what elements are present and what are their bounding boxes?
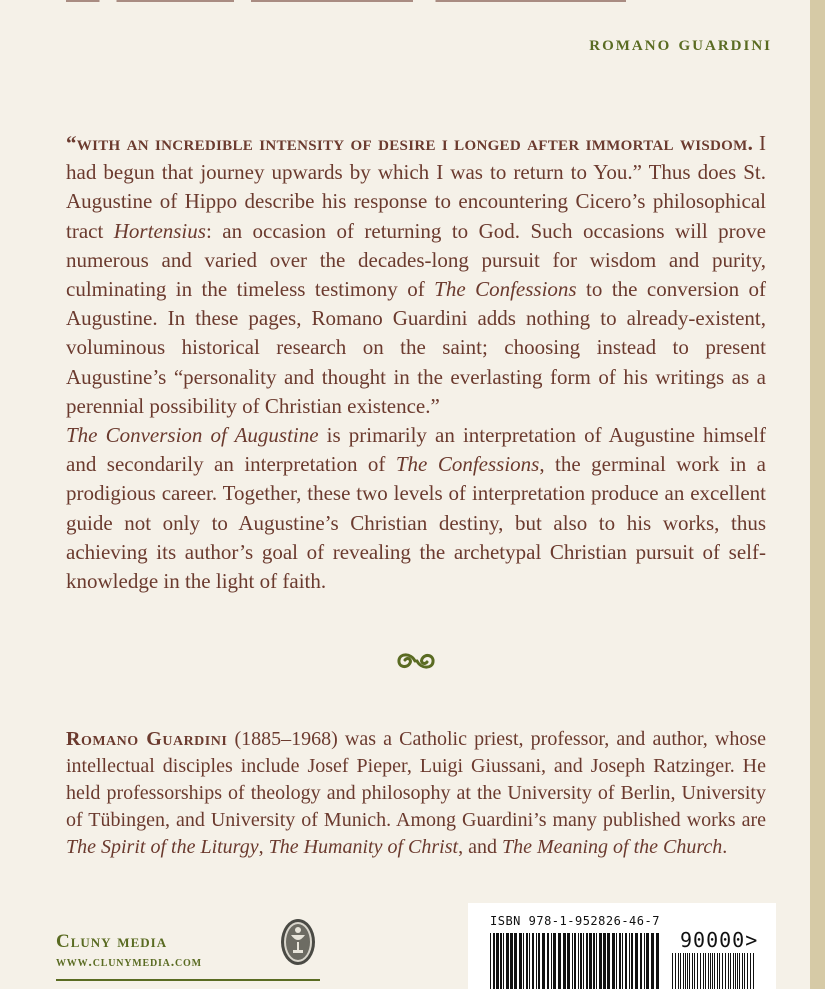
barcode-addon-bars	[672, 953, 758, 989]
barcode-bar	[744, 953, 745, 989]
barcode-bar	[689, 953, 690, 989]
barcode-bar	[580, 933, 582, 989]
opening-quote: “with an incredible intensity of desire i longed after immortal wisdom.	[66, 131, 754, 155]
description-paragraph-2: The Conversion of Augustine is primarily an interpretation of Augustine himself and secondarily an interpretation of The Confessions, the germinal work in a prodigious career. Together, these two levels of interpretation produce an excellent guide not only to Augustine’s Christian destiny, but also to his works, thus achieving its author’s goal of revealing the archetypal Christian pursuit of self-knowledge in the light of faith.	[66, 423, 767, 594]
barcode-bar	[536, 933, 537, 989]
barcode-bar	[678, 953, 679, 989]
price-code: 90000>	[680, 928, 759, 952]
barcode-bar	[547, 933, 549, 989]
barcode-bar	[683, 953, 684, 989]
barcode-bar	[553, 933, 556, 989]
barcode-bar	[750, 953, 751, 989]
barcode-bar	[514, 933, 517, 989]
work-title: The Spirit of the Liturgy	[66, 836, 259, 858]
barcode-bar	[680, 953, 681, 989]
publisher-name: Cluny media	[56, 931, 168, 952]
title-confessions: The Confessions	[434, 277, 577, 302]
barcode-bar	[599, 933, 602, 989]
barcode-bar	[747, 953, 748, 989]
barcode-bar	[644, 933, 645, 989]
author-bio: Romano Guardini (1885–1968) was a Catholic priest, professor, and author, whose intellectual disciples include Josef Pieper, Luigi Giussani, and Joseph Ratzinger. He held professorships of theology and philosophy at the University of Berlin, University of Tübingen, and University of Munich. Among Guardini’s many published works are The Spirit of the Liturgy, The Humanity of Christ, and The Meaning of the Church.	[66, 728, 766, 858]
barcode-bar	[490, 933, 491, 989]
barcode-bar	[737, 953, 738, 989]
barcode-bar	[656, 933, 659, 989]
author-heading: romano guardini	[589, 31, 772, 55]
work-title: The Meaning of the Church	[501, 836, 723, 858]
barcode-bar	[710, 953, 711, 989]
barcode-bar	[703, 953, 704, 989]
barcode-bar	[532, 933, 534, 989]
barcode-bar	[551, 933, 552, 989]
barcode-bar	[578, 933, 579, 989]
barcode-bar	[612, 933, 615, 989]
barcode-bar	[496, 933, 499, 989]
barcode-bar	[625, 933, 627, 989]
barcode-bar	[589, 933, 592, 989]
barcode-bar	[572, 933, 573, 989]
barcode-bar	[753, 953, 754, 989]
cropped-text-line	[66, 0, 766, 2]
title-hortensius: Hortensius	[113, 218, 206, 243]
barcode-bar	[705, 953, 706, 989]
barcode-bar	[708, 953, 709, 989]
ornament-icon	[395, 647, 437, 675]
barcode-bar	[692, 953, 693, 989]
barcode-bar	[558, 933, 561, 989]
barcode-bars	[490, 933, 662, 989]
barcode-bar	[687, 953, 688, 989]
barcode-bar	[574, 933, 576, 989]
barcode-bar	[493, 933, 495, 989]
barcode-bar	[500, 933, 502, 989]
barcode-bar	[694, 953, 695, 989]
bio-author-name: Romano Guardini	[66, 728, 228, 750]
barcode-bar	[622, 933, 623, 989]
barcode-bar	[742, 953, 743, 989]
barcode-bar	[675, 953, 676, 989]
barcode-bar	[616, 933, 617, 989]
barcode-bar	[526, 933, 528, 989]
barcode-bar	[593, 933, 595, 989]
barcode-bar	[672, 953, 673, 989]
publisher-logo-icon	[280, 918, 316, 966]
barcode-bar	[607, 933, 610, 989]
barcode-bar	[596, 933, 597, 989]
barcode-bar	[640, 933, 642, 989]
publisher-block	[56, 928, 320, 981]
title-confessions: The Confessions	[395, 452, 540, 477]
barcode-bar	[542, 933, 545, 989]
publisher-url: www.clunymedia.com	[56, 955, 202, 970]
barcode-bar	[685, 953, 686, 989]
work-title: The Humanity of Christ	[268, 836, 459, 858]
barcode-bar	[725, 953, 726, 989]
barcode-bar	[506, 933, 509, 989]
barcode-bar	[739, 953, 740, 989]
barcode-bar	[697, 953, 698, 989]
barcode-bar	[712, 953, 713, 989]
barcode-bar	[646, 933, 649, 989]
barcode-bar	[730, 953, 731, 989]
barcode-bar	[651, 933, 654, 989]
barcode-bar	[714, 953, 715, 989]
barcode-bar	[629, 933, 630, 989]
barcode-bar	[733, 953, 734, 989]
barcode-bar	[538, 933, 540, 989]
barcode-bar	[717, 953, 718, 989]
barcode-bar	[631, 933, 633, 989]
isbn-barcode	[468, 903, 776, 989]
barcode-bar	[603, 933, 606, 989]
barcode-bar	[563, 933, 566, 989]
description-paragraph-1: “with an incredible intensity of desire i longed after immortal wisdom. I had begun that journey upwards by which I was to return to You.” Thus does St. Augustine of Hippo describe his response to encountering Cicero’s philosophical tract Hortensius: an occasion of returning to God. Such occasions will prove numerous and varied over the decades-long pursuit for wisdom and purity, culminating in the timeless testimony of The Confessions to the conversion of Augustine. In these pages, Romano Guardini adds nothing to already-existent, voluminous historical research on the saint; choosing instead to present Augustine’s “personality and thought in the everlasting form of his writings as a perennial possibility of Christian existence.”	[66, 131, 767, 418]
barcode-bar	[510, 933, 513, 989]
barcode-bar	[583, 933, 584, 989]
barcode-bar	[529, 933, 530, 989]
barcode-bar	[586, 933, 588, 989]
barcode-bar	[635, 933, 638, 989]
barcode-bar	[523, 933, 524, 989]
barcode-bar	[728, 953, 729, 989]
barcode-bar	[519, 933, 522, 989]
book-title: The Conversion of Augustine	[66, 423, 319, 447]
barcode-bar	[722, 953, 723, 989]
barcode-bar	[719, 953, 720, 989]
barcode-bar	[700, 953, 701, 989]
isbn-text: ISBN 978-1-952826-46-7	[490, 914, 660, 928]
barcode-bar	[619, 933, 621, 989]
barcode-bar	[503, 933, 504, 989]
barcode-bar	[567, 933, 570, 989]
barcode-bar	[735, 953, 736, 989]
book-spine-edge	[810, 0, 825, 989]
